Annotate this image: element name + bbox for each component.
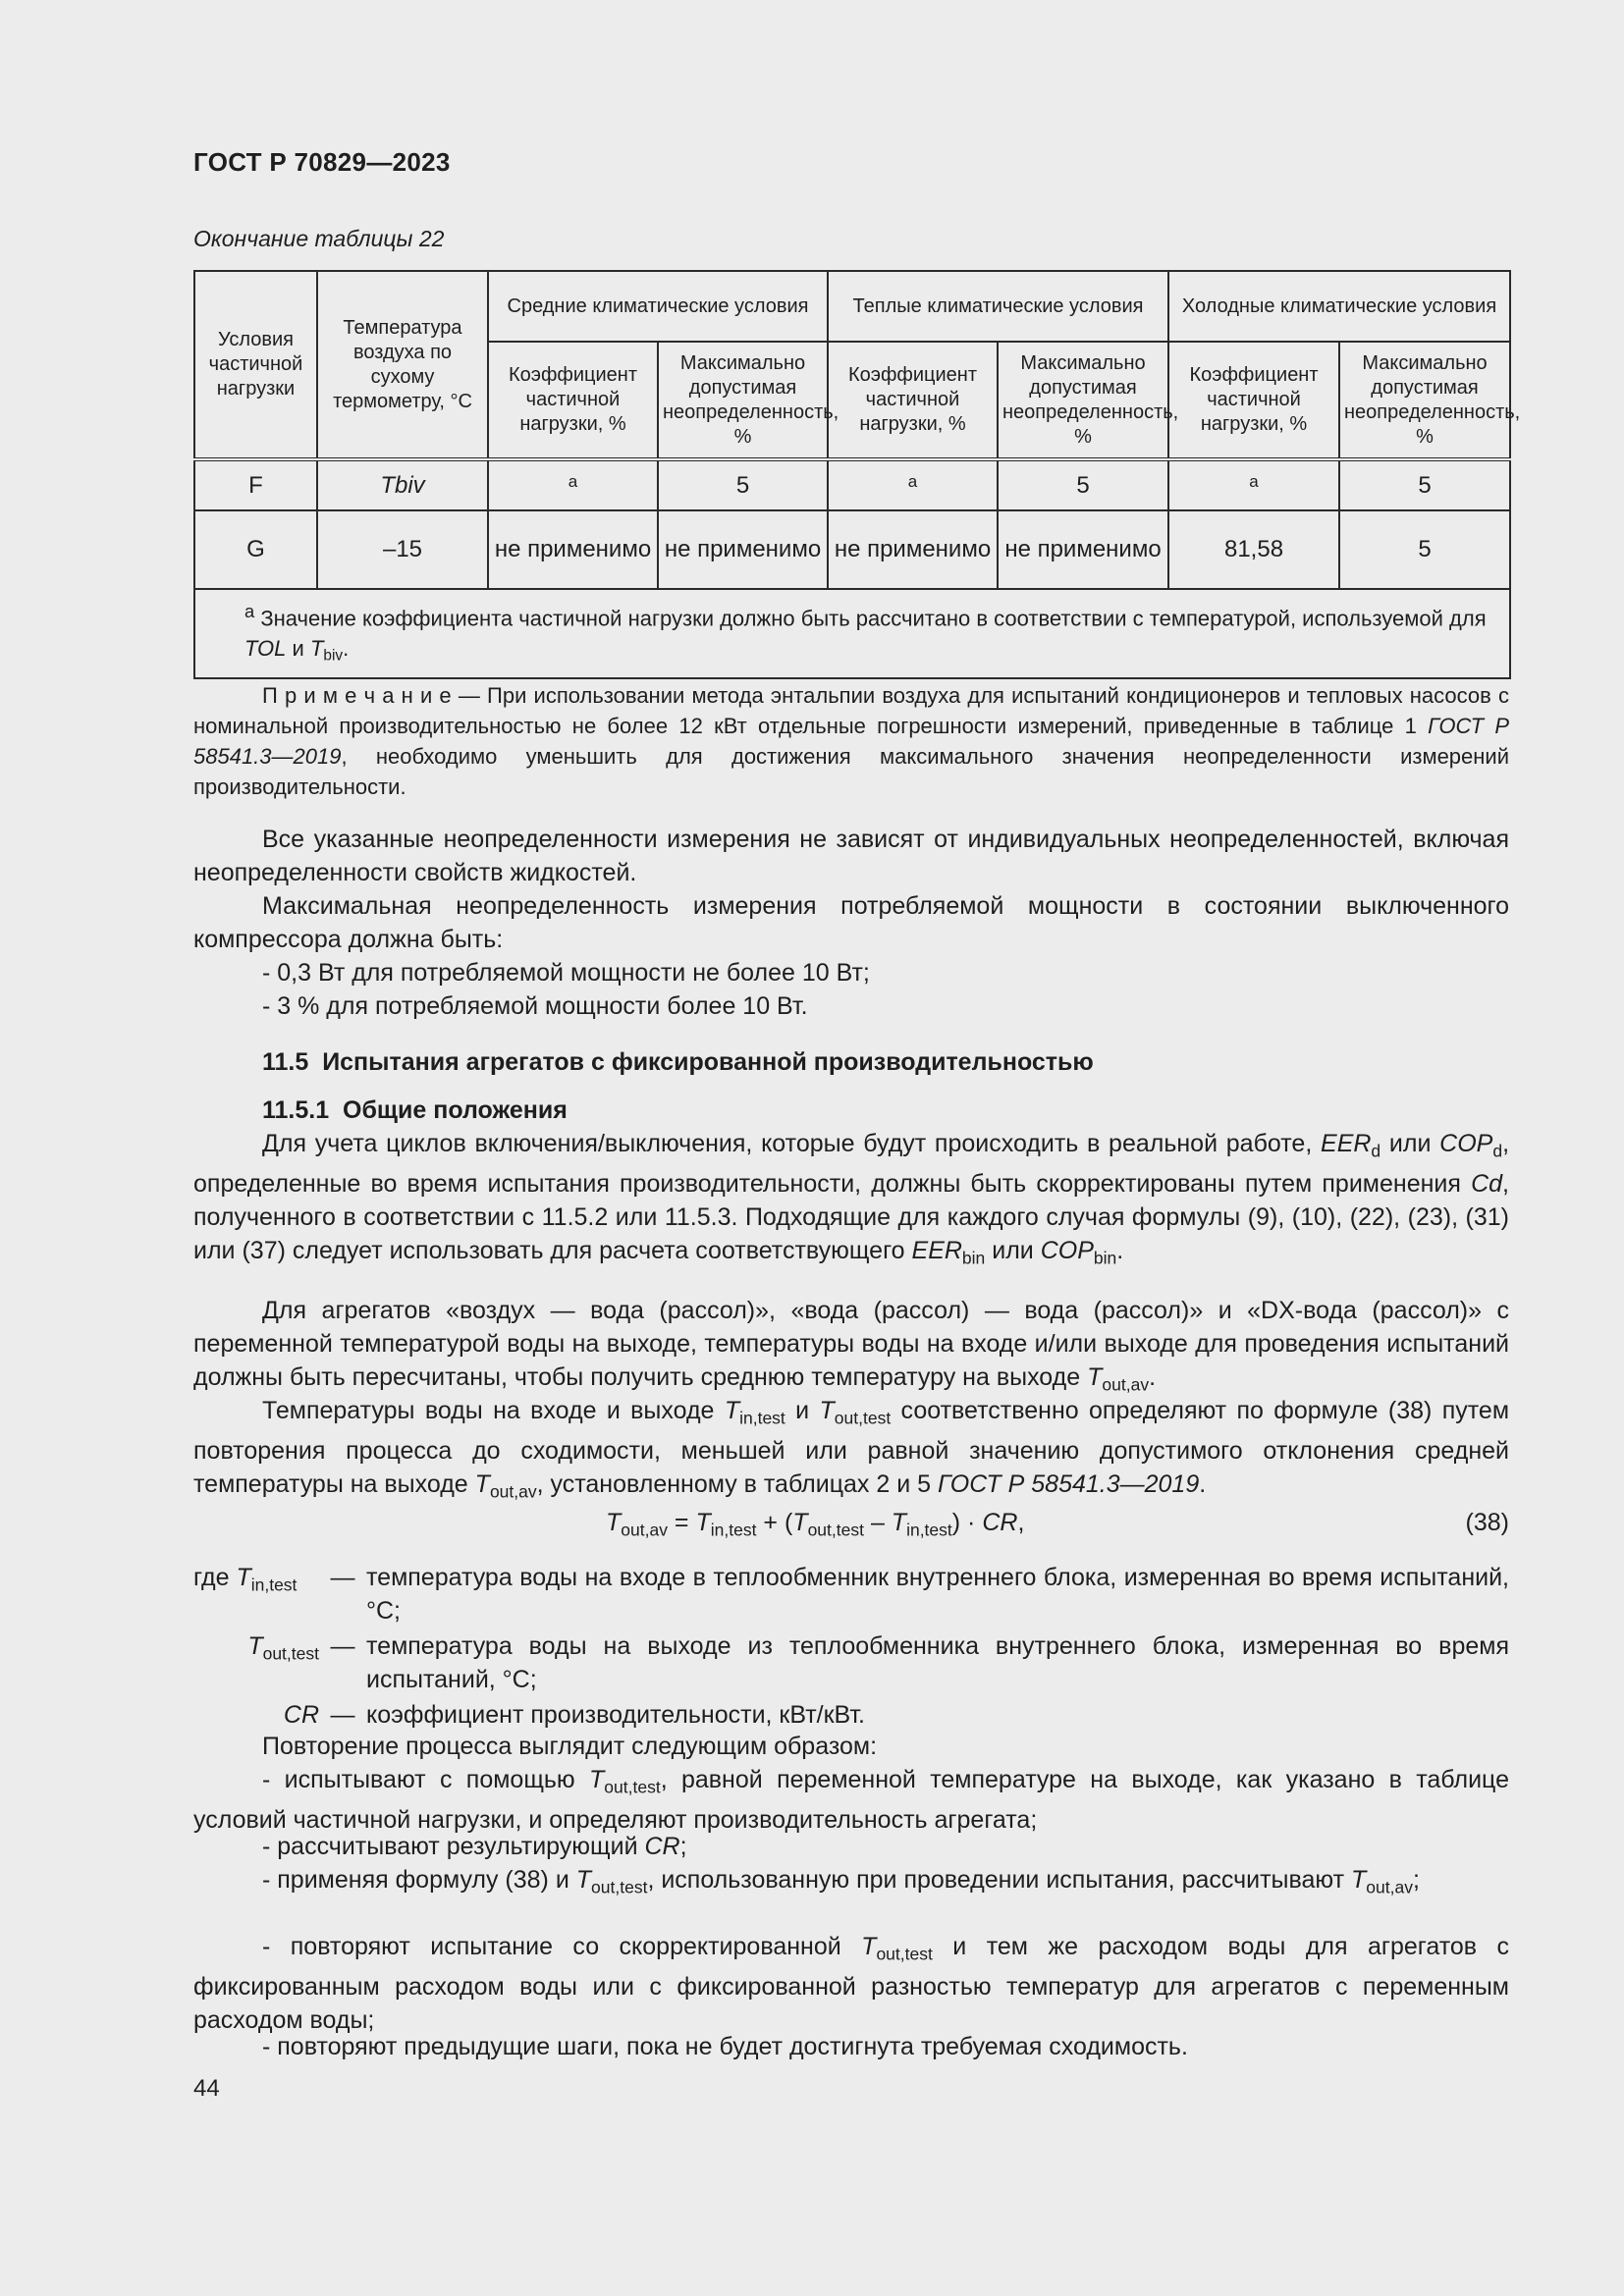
paragraph-max-uncertainty: Максимальная неопределенность измерения потребляемой мощности в состоянии выключенного компрессора должна быть: xyxy=(193,892,1509,953)
partial-load-table xyxy=(193,270,1521,679)
table-footnote: $^a$ Значение коэффициента частичной нагрузки должно быть рассчитано в соответствии с температурой, используемой для TOL и $T_{biv}$. xyxy=(194,589,1510,678)
header-max: Максимально допустимая неопределенность, % xyxy=(658,342,828,459)
paragraph-iteration: Повторение процесса выглядит следующим образом: xyxy=(262,1733,878,1760)
definition-item: $T_{out,test}$ — температура воды на выходе из теплообменника внутреннего блока, измеренная во время испытаний, °C; xyxy=(247,1632,1509,1693)
cell-value: 5 xyxy=(658,459,828,510)
definition-item: CR — коэффициент производительности, кВт/кВт. xyxy=(283,1701,866,1729)
note-paragraph: П р и м е ч а н и е — При использовании метода энтальпии воздуха для испытаний кондиционеров и тепловых насосов с номинальной производительностью не более 12 кВт отдельные погрешности измерений, приведенные в таблице 1 ГОСТ Р 58541.3—2019, необходимо уменьшить для достижения максимального значения неопределенности измерений производительности. xyxy=(193,683,1510,799)
cell-value: не применимо xyxy=(998,510,1168,589)
header-temperature: Температура воздуха по сухому термометру, °C xyxy=(317,271,488,459)
subsection-heading: 11.5.1 Общие положения xyxy=(262,1096,568,1124)
header-max: Максимально допустимая неопределенность, % xyxy=(1339,342,1510,459)
header-group-cold: Холодные климатические условия xyxy=(1168,271,1510,342)
paragraph-uncertainty: Все указанные неопределенности измерения не зависят от индивидуальных неопределенностей, включая неопределенности свойств жидкостей. xyxy=(193,826,1509,886)
header-conditions: Условия частичной нагрузки xyxy=(194,271,317,459)
header-coef: Коэффициент частичной нагрузки, % xyxy=(828,342,998,459)
cell-footnote-mark: a xyxy=(1168,459,1339,510)
cell-footnote-mark: a xyxy=(828,459,998,510)
list-item: - повторяют предыдущие шаги, пока не будет достигнута требуемая сходимость. xyxy=(262,2033,1188,2060)
list-item: - 3 % для потребляемой мощности более 10 Вт. xyxy=(262,992,808,1020)
table-row xyxy=(194,459,1510,510)
variable-definitions xyxy=(193,1561,1509,1734)
header-max: Максимально допустимая неопределенность, % xyxy=(998,342,1168,459)
cell-value: 5 xyxy=(1339,510,1510,589)
paragraph-water-temperatures: Температуры воды на входе и выходе $T_{in,test}$ и $T_{out,test}$ соответственно определяют по формуле (38) путем повторения процесса до сходимости, меньшей или равной значению допустимого отклонения средней температуры на выходе $T_{out,av}$, установленному в таблицах 2 и 5 ГОСТ Р 58541.3—2019. xyxy=(193,1397,1510,1502)
list-item: - рассчитывают результирующий CR; xyxy=(262,1833,687,1860)
header-group-warm: Теплые климатические условия xyxy=(828,271,1168,342)
table-footnote-row xyxy=(194,589,1510,678)
header-coef: Коэффициент частичной нагрузки, % xyxy=(488,342,658,459)
cell-value: не применимо xyxy=(658,510,828,589)
list-item: - испытывают с помощью $T_{out,test}$, равной переменной температуре на выходе, как указано в таблице условий частичной нагрузки, и определяют производительность агрегата; xyxy=(193,1766,1509,1835)
cell-value: не применимо xyxy=(828,510,998,589)
list-item: - применяя формулу (38) и $T_{out,test}$, использованную при проведении испытания, рассчитывают $T_{out,av}$; xyxy=(262,1866,1420,1897)
cell-temperature: –15 xyxy=(317,510,488,589)
cell-value: 5 xyxy=(998,459,1168,510)
cell-value: 5 xyxy=(1339,459,1510,510)
definition-item: где $T_{in,test}$ — температура воды на входе в теплообменник внутреннего блока, измеренная во время испытаний, °C; xyxy=(193,1564,1509,1625)
cell-temperature: Tbiv xyxy=(317,459,488,510)
section-heading: 11.5 Испытания агрегатов с фиксированной производительностью xyxy=(262,1048,1094,1076)
document-header: ГОСТ Р 70829—2023 xyxy=(193,147,451,177)
header-group-average: Средние климатические условия xyxy=(488,271,828,342)
cell-value: не применимо xyxy=(488,510,658,589)
list-item: - 0,3 Вт для потребляемой мощности не более 10 Вт; xyxy=(262,959,870,987)
formula-expression: $T_{out,av} = T_{in,test} + (T_{out,test} - T_{in,test})$ · CR, xyxy=(606,1509,1025,1540)
cell-condition: F xyxy=(194,459,317,510)
cell-condition: G xyxy=(194,510,317,589)
header-coef: Коэффициент частичной нагрузки, % xyxy=(1168,342,1339,459)
table-caption: Окончание таблицы 22 xyxy=(193,226,445,251)
formula-number: (38) xyxy=(1465,1509,1509,1536)
table-row xyxy=(194,510,1510,589)
paragraph-water-units: Для агрегатов «воздух — вода (рассол)», «вода (рассол) — вода (рассол)» и «DX-вода (рассол)» с переменной температурой воды на выходе, температуры воды на входе и/или выходе для проведения испытаний должны быть пересчитаны, чтобы получить среднюю температуру на выходе $T_{out,av}$. xyxy=(193,1297,1509,1395)
cell-footnote-mark: a xyxy=(488,459,658,510)
page-number: 44 xyxy=(193,2075,220,2102)
cell-value: 81,58 xyxy=(1168,510,1339,589)
list-item: - повторяют испытание со скорректированной $T_{out,test}$ и тем же расходом воды для агрегатов с фиксированным расходом воды или с фиксированной разностью температур для агрегатов с переменным расходом воды; xyxy=(193,1933,1510,2035)
paragraph-cycling: Для учета циклов включения/выключения, которые будут происходить в реальной работе, $EER_d$ или $COP_d$, определенные во время испытания производительности, должны быть скорректированы путем применения Cd, полученного в соответствии с 11.5.2 или 11.5.3. Подходящие для каждого случая формулы (9), (10), (22), (23), (31) или (37) следует использовать для расчета соответствующего $EER_{bin}$ или $COP_{bin}$. xyxy=(193,1130,1510,1268)
